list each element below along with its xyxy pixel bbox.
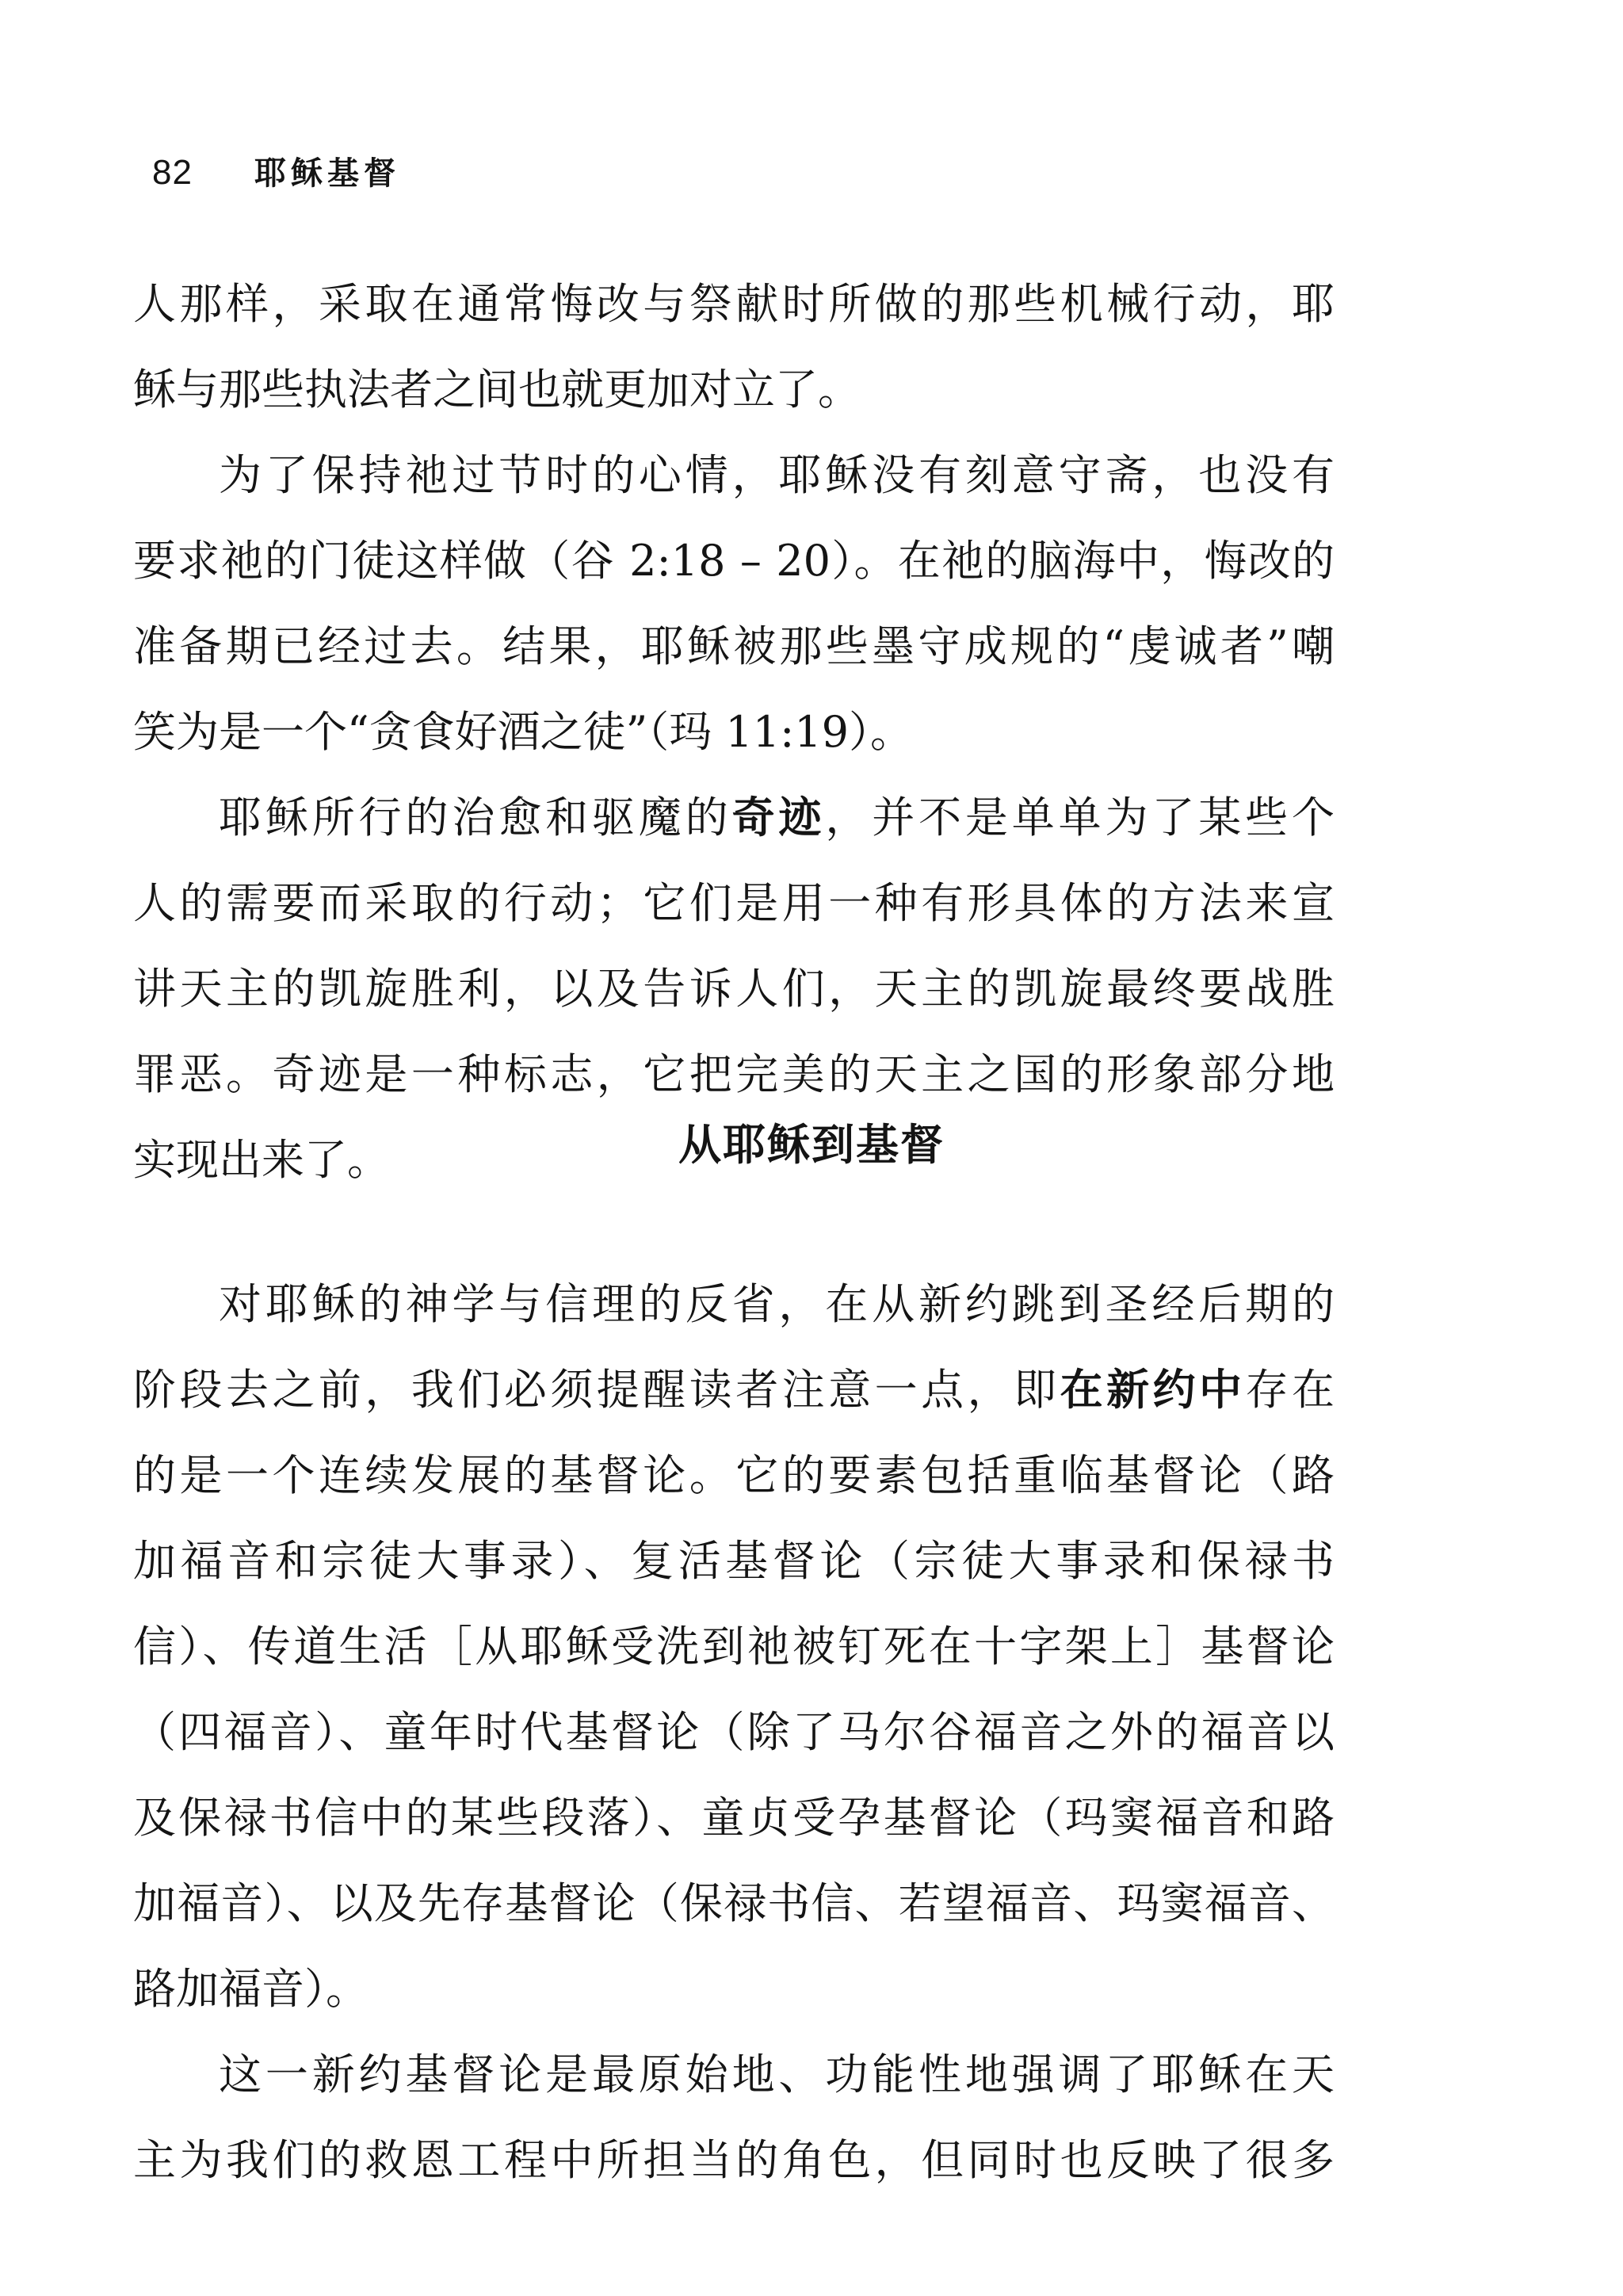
text-run: 阶段去之前，我们必须提醒读者注意一点，即 (133, 1365, 1060, 1415)
text-run: ，并不是单单为了某些个 (825, 793, 1335, 842)
text-line: 信）、传道生活［从耶稣受洗到祂被钉死在十字架上］基督论 (133, 1622, 1335, 1671)
text-run: 耶稣所行的治愈和驱魔的 (219, 793, 732, 842)
running-header (152, 149, 400, 197)
text-line: 人那样，采取在通常悔改与祭献时所做的那些机械行动，耶 (133, 279, 1335, 329)
text-line: 加福音和宗徒大事录）、复活基督论（宗徒大事录和保禄书 (133, 1536, 1335, 1586)
text-line: 对耶稣的神学与信理的反省，在从新约跳到圣经后期的 (219, 1279, 1335, 1329)
paragraph-block-2 (133, 1262, 1335, 2203)
text-line: 笑为是一个“贪食好酒之徒”（玛 11:19）。 (133, 707, 913, 757)
text-line: 及保禄书信中的某些段落）、童贞受孕基督论（玛窦福音和路 (133, 1793, 1335, 1843)
text-line: 路加福音）。 (133, 1964, 369, 2014)
text-line: 罪恶。奇迹是一种标志，它把完美的天主之国的形象部分地 (133, 1049, 1335, 1099)
emphasis-term-miracle: 奇迹 (731, 793, 826, 842)
text-line (133, 1347, 1335, 1433)
text-line (133, 775, 1335, 861)
text-run: 存在 (1245, 1365, 1335, 1415)
text-line: 为了保持祂过节时的心情，耶稣没有刻意守斋，也没有 (219, 450, 1335, 500)
text-line: 准备期已经过去。结果，耶稣被那些墨守成规的“虔诚者”嘲 (133, 621, 1335, 671)
text-line: 加福音）、以及先存基督论（保禄书信、若望福音、玛窦福音、 (133, 1878, 1335, 1928)
text-line: 讲天主的凯旋胜利，以及告诉人们，天主的凯旋最终要战胜 (133, 964, 1335, 1014)
text-line: 稣与那些执法者之间也就更加对立了。 (133, 365, 861, 415)
page-number: 82 (152, 153, 193, 192)
text-line: 人的需要而采取的行动；它们是用一种有形具体的方法来宣 (133, 878, 1335, 928)
text-line: 的是一个连续发展的基督论。它的要素包括重临基督论（路 (133, 1450, 1335, 1500)
text-line: 这一新约基督论是最原始地、功能性地强调了耶稣在天 (219, 2050, 1335, 2099)
emphasis-term-new-testament: 在新约中 (1060, 1365, 1246, 1415)
running-title: 耶稣基督 (254, 155, 400, 192)
text-line: 实现出来了。 (133, 1135, 390, 1185)
text-line: （四福音）、童年时代基督论（除了马尔谷福音之外的福音以 (133, 1707, 1335, 1757)
paragraph-block-1 (133, 262, 1335, 1203)
text-line: 主为我们的救恩工程中所担当的角色，但同时也反映了很多 (133, 2135, 1335, 2185)
text-line: 要求祂的门徒这样做（谷 2:18 – 20）。在祂的脑海中，悔改的 (133, 536, 1335, 586)
section-heading: 从耶稣到基督 (678, 1120, 945, 1170)
